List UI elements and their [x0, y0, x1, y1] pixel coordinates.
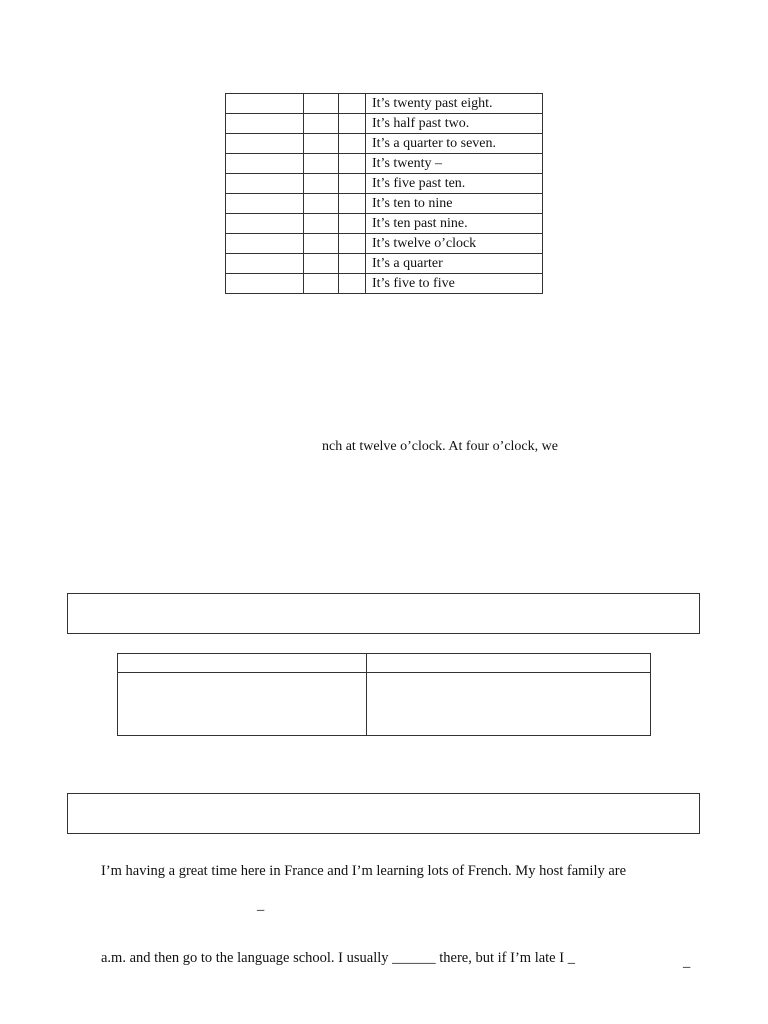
time-row	[226, 154, 543, 174]
answer-cell-3[interactable]	[339, 234, 366, 254]
time-sentence: It’s twenty past eight.	[366, 94, 543, 114]
answer-grid	[117, 653, 651, 736]
answer-cell-1[interactable]	[226, 94, 304, 114]
time-row	[226, 274, 543, 294]
answer-cell-2[interactable]	[304, 254, 339, 274]
answer-cell-1[interactable]	[226, 174, 304, 194]
answer-cell-1[interactable]	[226, 154, 304, 174]
answer-cell-1[interactable]	[226, 214, 304, 234]
time-sentence: It’s twelve o’clock	[366, 234, 543, 254]
grid-header-cell-left	[118, 654, 367, 673]
time-row	[226, 214, 543, 234]
answer-cell-2[interactable]	[304, 114, 339, 134]
heading-box-1	[67, 593, 700, 634]
answer-cell-3[interactable]	[339, 254, 366, 274]
time-sentence: It’s a quarter to seven.	[366, 134, 543, 154]
answer-cell-2[interactable]	[304, 94, 339, 114]
letter-line-1: I’m having a great time here in France and I’m learning lots of French. My host family are	[101, 863, 627, 879]
answer-cell-2[interactable]	[304, 194, 339, 214]
answer-cell-3[interactable]	[339, 214, 366, 234]
letter-blank-mark: _	[257, 897, 265, 913]
time-row	[226, 134, 543, 154]
time-row	[226, 94, 543, 114]
answer-cell-1[interactable]	[226, 134, 304, 154]
time-sentence: It’s a quarter	[366, 254, 543, 274]
answer-cell-3[interactable]	[339, 274, 366, 294]
time-row	[226, 234, 543, 254]
letter-blank-mark-end: _	[683, 954, 691, 970]
time-row	[226, 174, 543, 194]
answer-cell-2[interactable]	[304, 134, 339, 154]
grid-header-cell-right	[367, 654, 651, 673]
answer-cell-2[interactable]	[304, 174, 339, 194]
answer-cell-3[interactable]	[339, 94, 366, 114]
time-sentence: It’s ten to nine	[366, 194, 543, 214]
text-fragment: nch at twelve o’clock. At four o’clock, we	[322, 439, 558, 454]
letter-line-3: a.m. and then go to the language school. I usually ______ there, but if I’m late I _	[101, 950, 575, 966]
answer-cell-3[interactable]	[339, 114, 366, 134]
heading-box-2	[67, 793, 700, 834]
time-sentence: It’s twenty –	[366, 154, 543, 174]
time-sentence: It’s half past two.	[366, 114, 543, 134]
time-sentence: It’s five past ten.	[366, 174, 543, 194]
answer-cell-2[interactable]	[304, 274, 339, 294]
answer-cell-1[interactable]	[226, 114, 304, 134]
answer-cell-1[interactable]	[226, 194, 304, 214]
answer-cell-2[interactable]	[304, 154, 339, 174]
answer-cell-1[interactable]	[226, 274, 304, 294]
time-row	[226, 114, 543, 134]
time-row	[226, 254, 543, 274]
answer-cell-1[interactable]	[226, 234, 304, 254]
time-sentence: It’s five to five	[366, 274, 543, 294]
answer-cell-3[interactable]	[339, 154, 366, 174]
grid-body-cell-left[interactable]	[118, 673, 367, 736]
time-row	[226, 194, 543, 214]
answer-cell-2[interactable]	[304, 234, 339, 254]
answer-cell-3[interactable]	[339, 174, 366, 194]
grid-body-cell-right[interactable]	[367, 673, 651, 736]
time-sentence: It’s ten past nine.	[366, 214, 543, 234]
answer-cell-3[interactable]	[339, 194, 366, 214]
answer-cell-1[interactable]	[226, 254, 304, 274]
answer-cell-3[interactable]	[339, 134, 366, 154]
answer-cell-2[interactable]	[304, 214, 339, 234]
time-matching-table	[225, 93, 543, 294]
